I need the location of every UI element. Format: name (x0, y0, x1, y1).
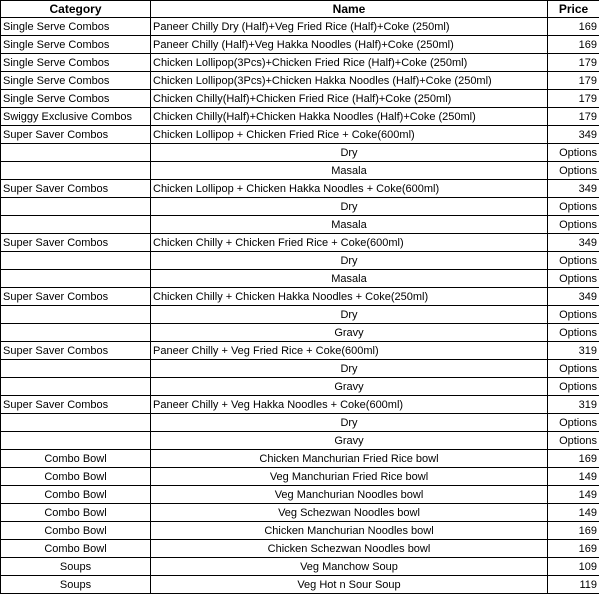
header-row (1, 1, 599, 18)
cell-category (1, 306, 151, 324)
cell-name: Veg Manchurian Noodles bowl (151, 486, 548, 504)
cell-name: Chicken Manchurian Noodles bowl (151, 522, 548, 540)
cell-price: 349 (548, 126, 599, 144)
cell-category (1, 324, 151, 342)
table-body (1, 18, 599, 594)
table-row (1, 288, 599, 306)
cell-price: 179 (548, 108, 599, 126)
cell-price: 149 (548, 468, 599, 486)
cell-price: Options (548, 216, 599, 234)
cell-name: Gravy (151, 324, 548, 342)
table-row (1, 324, 599, 342)
table-row (1, 18, 599, 36)
table-row (1, 180, 599, 198)
cell-price: Options (548, 324, 599, 342)
cell-price: 149 (548, 504, 599, 522)
cell-category: Swiggy Exclusive Combos (1, 108, 151, 126)
table-row (1, 36, 599, 54)
table-row (1, 72, 599, 90)
cell-name: Gravy (151, 432, 548, 450)
cell-price: Options (548, 270, 599, 288)
cell-category: Combo Bowl (1, 540, 151, 558)
table-row (1, 468, 599, 486)
cell-category: Combo Bowl (1, 522, 151, 540)
cell-category: Super Saver Combos (1, 396, 151, 414)
table-row (1, 252, 599, 270)
cell-name: Dry (151, 252, 548, 270)
cell-category: Combo Bowl (1, 468, 151, 486)
table-row (1, 576, 599, 594)
cell-price: 119 (548, 576, 599, 594)
cell-name: Dry (151, 306, 548, 324)
table-row (1, 234, 599, 252)
table-row (1, 432, 599, 450)
cell-price: 169 (548, 36, 599, 54)
cell-category: Super Saver Combos (1, 234, 151, 252)
cell-price: Options (548, 252, 599, 270)
cell-name: Paneer Chilly Dry (Half)+Veg Fried Rice (Half)+Coke (250ml) (151, 18, 548, 36)
cell-name: Veg Hot n Sour Soup (151, 576, 548, 594)
cell-price: Options (548, 306, 599, 324)
table-row (1, 306, 599, 324)
table-row (1, 198, 599, 216)
cell-category: Super Saver Combos (1, 342, 151, 360)
header-price: Price (548, 1, 599, 18)
table-row (1, 270, 599, 288)
cell-category: Combo Bowl (1, 486, 151, 504)
cell-price: 179 (548, 54, 599, 72)
cell-price: 349 (548, 288, 599, 306)
cell-name: Chicken Chilly + Chicken Fried Rice + Coke(600ml) (151, 234, 548, 252)
cell-name: Paneer Chilly (Half)+Veg Hakka Noodles (Half)+Coke (250ml) (151, 36, 548, 54)
table-row (1, 216, 599, 234)
cell-name: Paneer Chilly + Veg Hakka Noodles + Coke(600ml) (151, 396, 548, 414)
cell-category (1, 252, 151, 270)
cell-name: Veg Manchurian Fried Rice bowl (151, 468, 548, 486)
cell-price: 179 (548, 90, 599, 108)
table-row (1, 144, 599, 162)
cell-category: Combo Bowl (1, 450, 151, 468)
cell-category (1, 216, 151, 234)
cell-price: 169 (548, 450, 599, 468)
cell-name: Veg Schezwan Noodles bowl (151, 504, 548, 522)
cell-name: Dry (151, 360, 548, 378)
cell-category: Single Serve Combos (1, 90, 151, 108)
cell-name: Chicken Lollipop + Chicken Hakka Noodles + Coke(600ml) (151, 180, 548, 198)
cell-price: 319 (548, 342, 599, 360)
cell-price: Options (548, 414, 599, 432)
cell-category (1, 414, 151, 432)
cell-name: Gravy (151, 378, 548, 396)
table-row (1, 54, 599, 72)
cell-category: Single Serve Combos (1, 72, 151, 90)
cell-category: Super Saver Combos (1, 288, 151, 306)
cell-price: 149 (548, 486, 599, 504)
cell-category (1, 270, 151, 288)
cell-price: 319 (548, 396, 599, 414)
cell-price: 169 (548, 18, 599, 36)
cell-name: Veg Manchow Soup (151, 558, 548, 576)
cell-price: Options (548, 378, 599, 396)
table-row (1, 342, 599, 360)
cell-name: Masala (151, 270, 548, 288)
table-row (1, 396, 599, 414)
table-row (1, 162, 599, 180)
cell-price: 349 (548, 234, 599, 252)
table-row (1, 108, 599, 126)
cell-name: Dry (151, 198, 548, 216)
cell-price: 349 (548, 180, 599, 198)
cell-category: Super Saver Combos (1, 180, 151, 198)
cell-category: Single Serve Combos (1, 18, 151, 36)
cell-category (1, 198, 151, 216)
cell-name: Chicken Lollipop(3Pcs)+Chicken Hakka Noodles (Half)+Coke (250ml) (151, 72, 548, 90)
cell-category (1, 432, 151, 450)
cell-name: Chicken Lollipop + Chicken Fried Rice + Coke(600ml) (151, 126, 548, 144)
cell-name: Chicken Chilly(Half)+Chicken Hakka Noodles (Half)+Coke (250ml) (151, 108, 548, 126)
cell-category (1, 144, 151, 162)
header-category: Category (1, 1, 151, 18)
cell-price: 109 (548, 558, 599, 576)
cell-name: Dry (151, 414, 548, 432)
cell-category: Super Saver Combos (1, 126, 151, 144)
table-row (1, 90, 599, 108)
table-row (1, 126, 599, 144)
table-row (1, 360, 599, 378)
cell-price: Options (548, 432, 599, 450)
cell-name: Masala (151, 216, 548, 234)
table-row (1, 378, 599, 396)
header-name: Name (151, 1, 548, 18)
cell-price: 169 (548, 522, 599, 540)
cell-category: Soups (1, 558, 151, 576)
cell-category: Single Serve Combos (1, 54, 151, 72)
cell-price: 179 (548, 72, 599, 90)
table-row (1, 558, 599, 576)
cell-name: Dry (151, 144, 548, 162)
cell-category (1, 162, 151, 180)
cell-category: Soups (1, 576, 151, 594)
cell-name: Chicken Chilly + Chicken Hakka Noodles + Coke(250ml) (151, 288, 548, 306)
table-row (1, 414, 599, 432)
cell-name: Chicken Lollipop(3Pcs)+Chicken Fried Rice (Half)+Coke (250ml) (151, 54, 548, 72)
table-row (1, 450, 599, 468)
table-row (1, 540, 599, 558)
cell-price: Options (548, 360, 599, 378)
cell-price: 169 (548, 540, 599, 558)
cell-category: Single Serve Combos (1, 36, 151, 54)
cell-category (1, 360, 151, 378)
cell-name: Chicken Schezwan Noodles bowl (151, 540, 548, 558)
cell-name: Chicken Chilly(Half)+Chicken Fried Rice (Half)+Coke (250ml) (151, 90, 548, 108)
cell-price: Options (548, 144, 599, 162)
cell-price: Options (548, 162, 599, 180)
table-row (1, 522, 599, 540)
table-row (1, 486, 599, 504)
cell-category (1, 378, 151, 396)
cell-name: Paneer Chilly + Veg Fried Rice + Coke(600ml) (151, 342, 548, 360)
cell-price: Options (548, 198, 599, 216)
cell-name: Chicken Manchurian Fried Rice bowl (151, 450, 548, 468)
table-row (1, 504, 599, 522)
cell-name: Masala (151, 162, 548, 180)
cell-category: Combo Bowl (1, 504, 151, 522)
